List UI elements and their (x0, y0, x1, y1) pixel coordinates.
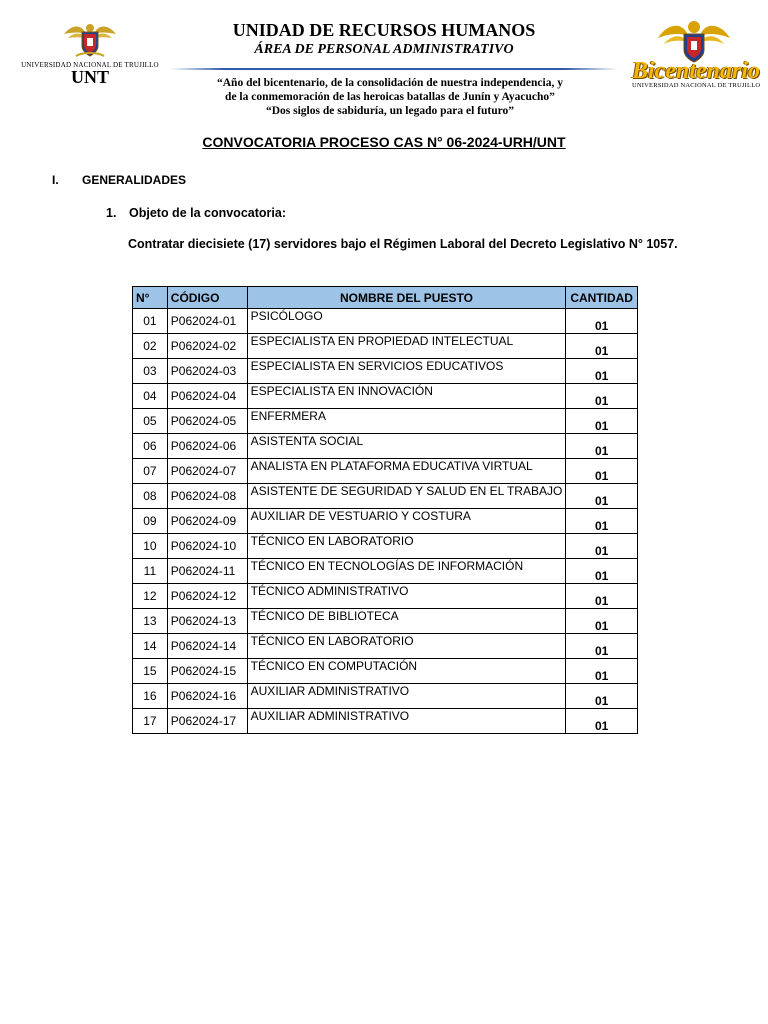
unt-crest-icon (62, 20, 118, 60)
row-code: P062024-06 (167, 434, 247, 459)
row-position-name: AUXILIAR DE VESTUARIO Y COSTURA (247, 509, 566, 534)
row-quantity: 01 (566, 709, 638, 734)
row-code: P062024-10 (167, 534, 247, 559)
row-number: 08 (133, 484, 168, 509)
row-quantity: 01 (566, 559, 638, 584)
row-number: 07 (133, 459, 168, 484)
item-label: Objeto de la convocatoria: (129, 206, 286, 220)
column-header-quantity: CANTIDAD (566, 287, 638, 309)
row-position-name: PSICÓLOGO (247, 309, 566, 334)
row-quantity: 01 (566, 334, 638, 359)
row-number: 09 (133, 509, 168, 534)
right-university-name: UNIVERSIDAD NACIONAL DE TRUJILLO (632, 82, 761, 89)
row-position-name: ENFERMERA (247, 409, 566, 434)
row-number: 17 (133, 709, 168, 734)
item-number: 1. (106, 206, 117, 220)
row-code: P062024-04 (167, 384, 247, 409)
table-row (133, 559, 638, 584)
table-row (133, 634, 638, 659)
header-subtitle: ÁREA DE PERSONAL ADMINISTRATIVO (254, 42, 514, 57)
row-code: P062024-09 (167, 509, 247, 534)
row-quantity: 01 (566, 684, 638, 709)
row-position-name: TÉCNICO EN COMPUTACIÓN (247, 659, 566, 684)
left-university-abbr: UNT (70, 67, 109, 87)
bicentenario-logo (632, 18, 761, 98)
row-code: P062024-12 (167, 584, 247, 609)
row-number: 03 (133, 359, 168, 384)
row-number: 11 (133, 559, 168, 584)
table-row (133, 409, 638, 434)
row-code: P062024-08 (167, 484, 247, 509)
table-row (133, 334, 638, 359)
description-text: Contratar diecisiete (17) servidores bajo el Régimen Laboral del Decreto Legislativo N° 1057. (128, 237, 678, 251)
convocatoria-title: CONVOCATORIA PROCESO CAS N° 06-2024-URH/UNT (202, 134, 566, 150)
row-code: P062024-07 (167, 459, 247, 484)
section-label: GENERALIDADES (82, 173, 187, 187)
table-header-row (133, 287, 638, 309)
table-row (133, 309, 638, 334)
row-quantity: 01 (566, 584, 638, 609)
row-position-name: AUXILIAR ADMINISTRATIVO (247, 684, 566, 709)
row-position-name: TÉCNICO EN LABORATORIO (247, 634, 566, 659)
row-number: 10 (133, 534, 168, 559)
row-quantity: 01 (566, 484, 638, 509)
header-title: UNIDAD DE RECURSOS HUMANOS (232, 20, 536, 40)
bicentenario-wordmark: Bicentenario (632, 58, 761, 84)
row-number: 01 (133, 309, 168, 334)
positions-table (132, 286, 638, 734)
row-code: P062024-02 (167, 334, 247, 359)
table-row (133, 534, 638, 559)
table-row (133, 584, 638, 609)
row-code: P062024-11 (167, 559, 247, 584)
row-position-name: ASISTENTA SOCIAL (247, 434, 566, 459)
row-position-name: ESPECIALISTA EN INNOVACIÓN (247, 384, 566, 409)
column-header-number: N° (133, 287, 168, 309)
header-divider (170, 68, 618, 70)
row-number: 04 (133, 384, 168, 409)
row-quantity: 01 (566, 409, 638, 434)
row-position-name: ESPECIALISTA EN SERVICIOS EDUCATIVOS (247, 359, 566, 384)
row-position-name: TÉCNICO ADMINISTRATIVO (247, 584, 566, 609)
table-row (133, 509, 638, 534)
table-row (133, 434, 638, 459)
row-quantity: 01 (566, 459, 638, 484)
row-quantity: 01 (566, 359, 638, 384)
motto-line-3: “Dos siglos de sabiduría, un legado para el futuro” (265, 105, 515, 117)
row-number: 14 (133, 634, 168, 659)
row-code: P062024-17 (167, 709, 247, 734)
row-position-name: TÉCNICO EN TECNOLOGÍAS DE INFORMACIÓN (247, 559, 566, 584)
row-number: 06 (133, 434, 168, 459)
row-number: 16 (133, 684, 168, 709)
row-code: P062024-03 (167, 359, 247, 384)
row-code: P062024-05 (167, 409, 247, 434)
row-position-name: TÉCNICO DE BIBLIOTECA (247, 609, 566, 634)
row-number: 12 (133, 584, 168, 609)
motto-line-2: de la conmemoración de las heroicas batallas de Junín y Ayacucho” (225, 91, 555, 103)
row-quantity: 01 (566, 509, 638, 534)
row-quantity: 01 (566, 309, 638, 334)
table-body (133, 309, 638, 734)
row-quantity: 01 (566, 659, 638, 684)
table-row (133, 709, 638, 734)
column-header-code: CÓDIGO (167, 287, 247, 309)
item-heading (106, 205, 286, 221)
row-code: P062024-01 (167, 309, 247, 334)
row-quantity: 01 (566, 534, 638, 559)
table-row (133, 609, 638, 634)
table-row (133, 459, 638, 484)
row-position-name: AUXILIAR ADMINISTRATIVO (247, 709, 566, 734)
table-row (133, 359, 638, 384)
column-header-position: NOMBRE DEL PUESTO (247, 287, 566, 309)
table-row (133, 659, 638, 684)
row-code: P062024-14 (167, 634, 247, 659)
unt-logo (20, 20, 160, 90)
row-quantity: 01 (566, 609, 638, 634)
row-quantity: 01 (566, 434, 638, 459)
row-number: 02 (133, 334, 168, 359)
row-number: 15 (133, 659, 168, 684)
row-quantity: 01 (566, 384, 638, 409)
row-position-name: ASISTENTE DE SEGURIDAD Y SALUD EN EL TRABAJO (247, 484, 566, 509)
table-row (133, 484, 638, 509)
row-code: P062024-15 (167, 659, 247, 684)
left-university-name: UNIVERSIDAD NACIONAL DE TRUJILLO (21, 61, 159, 69)
section-heading (52, 172, 186, 188)
row-code: P062024-13 (167, 609, 247, 634)
row-number: 05 (133, 409, 168, 434)
row-position-name: ESPECIALISTA EN PROPIEDAD INTELECTUAL (247, 334, 566, 359)
table-row (133, 684, 638, 709)
section-number: I. (52, 173, 59, 187)
row-code: P062024-16 (167, 684, 247, 709)
row-number: 13 (133, 609, 168, 634)
row-quantity: 01 (566, 634, 638, 659)
motto-line-1: “Año del bicentenario, de la consolidación de nuestra independencia, y (217, 77, 563, 89)
table-row (133, 384, 638, 409)
row-position-name: ANALISTA EN PLATAFORMA EDUCATIVA VIRTUAL (247, 459, 566, 484)
row-position-name: TÉCNICO EN LABORATORIO (247, 534, 566, 559)
